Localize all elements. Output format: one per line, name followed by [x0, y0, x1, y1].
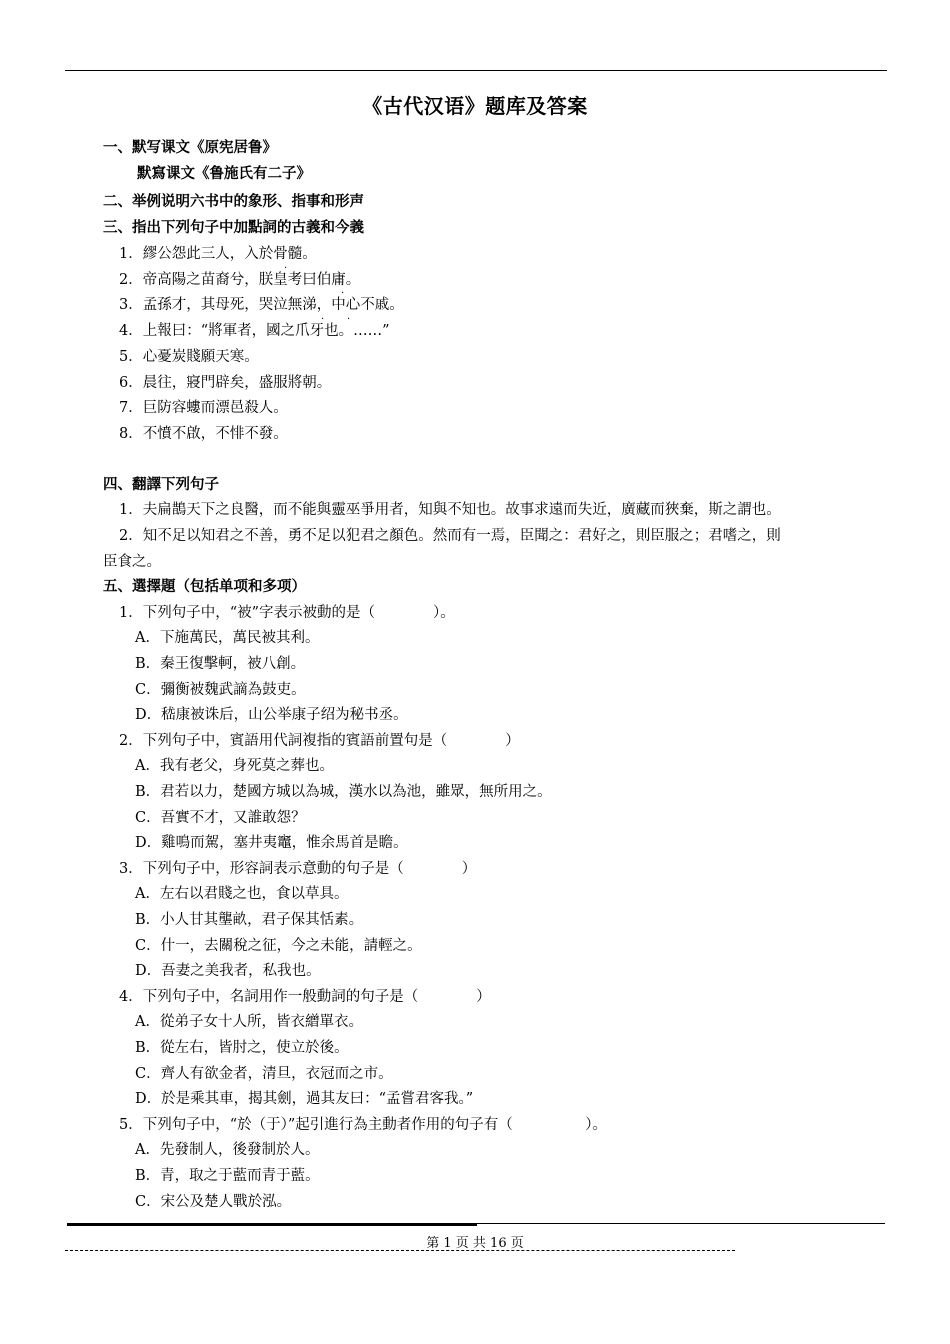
footer-rule-thin [477, 1223, 885, 1224]
question-2: 2．下列句子中，賓語用代詞複指的賓語前置句是（ ） [119, 733, 520, 749]
emphasis-dot: · [341, 288, 345, 299]
option: D．雞鳴而駕，塞井夷竈，惟余馬首是瞻。 [135, 835, 408, 851]
page-title: 《古代汉语》题库及答案 [362, 94, 588, 118]
option: C．宋公及楚人戰於泓。 [135, 1194, 292, 1210]
list-item: 4．上報曰：“將軍者，國之爪牙也。……” [119, 323, 390, 339]
footer-dashed-line [65, 1250, 735, 1251]
list-item: 7．巨防容螻而漂邑殺人。 [119, 400, 288, 416]
option: A．下施萬民，萬民被其利。 [135, 630, 320, 646]
section-3-heading: 三、指出下列句子中加點詞的古義和今義 [103, 220, 364, 236]
question-1: 1．下列句子中，“被”字表示被動的是（ ）。 [119, 605, 455, 621]
list-item: 2．知不足以知君之不善，勇不足以犯君之顏色。然而有一焉，臣聞之：君好之，則臣服之；君嗜之，則 [119, 528, 781, 544]
option: D．於是乘其車，揭其劍，過其友曰：“孟嘗君客我。” [135, 1091, 474, 1107]
section-2-heading: 二、举例说明六书中的象形、指事和形声 [103, 194, 364, 210]
option: C．吾實不才，又誰敢怨？ [135, 810, 306, 826]
list-item: 1．繆公怨此三人，入於骨髓。 [119, 246, 317, 262]
option: A．我有老父，身死莫之葬也。 [135, 758, 334, 774]
list-item: 1．夫扁鵲天下之良醫，而不能與靈巫爭用者，知與不知也。故事求遠而失近，廣藏而狹棄，斯之謂也。 [119, 502, 781, 518]
question-3: 3．下列句子中，形容詞表示意動的句子是（ ） [119, 861, 477, 877]
list-item: 6．晨往，寢門辟矣，盛服將朝。 [119, 375, 332, 391]
emphasis-dot: · [284, 263, 288, 274]
footer-rule-thick [67, 1223, 477, 1226]
list-item: 5．心憂炭賤願天寒。 [119, 349, 259, 365]
page-number: 第 1 页 共 16 页 [426, 1236, 524, 1251]
header-rule [65, 70, 887, 71]
list-item: 2．帝高陽之苗裔兮，朕皇考曰伯庸。 [119, 272, 361, 288]
section-1-subheading: 默寫课文《鲁施氏有二子》 [137, 166, 311, 182]
option: D．嵇康被诛后，山公举康子绍为秘书丞。 [135, 707, 408, 723]
option: A．先發制人，後發制於人。 [135, 1142, 320, 1158]
option: B．君若以力，楚國方城以為城，漢水以為池，雖眾，無所用之。 [135, 784, 552, 800]
emphasis-dot: · [321, 314, 325, 325]
option: A．從弟子女十人所，皆衣繒單衣。 [135, 1014, 363, 1030]
question-4: 4．下列句子中，名詞用作一般動詞的句子是（ ） [119, 989, 491, 1005]
option: C．齊人有欲金者，清旦，衣冠而之市。 [135, 1066, 393, 1082]
question-5: 5．下列句子中，“於（于）”起引進行為主動者作用的句子有（ ）。 [119, 1117, 608, 1133]
emphasis-dot: · [347, 314, 351, 325]
list-item-continuation: 臣食之。 [103, 554, 161, 570]
option: D．吾妻之美我者，私我也。 [135, 963, 321, 979]
section-1-heading: 一、默写课文《原宪居鲁》 [103, 140, 277, 156]
option: A．左右以君賤之也，食以草具。 [135, 886, 349, 902]
section-4-heading: 四、翻譯下列句子 [103, 477, 219, 493]
option: C．什一，去關稅之征，今之未能，請輕之。 [135, 938, 422, 954]
section-5-heading: 五、選擇題（包括单项和多项） [103, 579, 306, 595]
option: B．從左右，皆肘之，使立於後。 [135, 1040, 349, 1056]
option: C．彌衡被魏武謫為鼓吏。 [135, 682, 306, 698]
list-item: 8．不憤不啟，不悱不發。 [119, 426, 288, 442]
list-item: 3．孟孫才，其母死，哭泣無涕，中心不戚。 [119, 297, 404, 313]
option: B．青，取之于藍而青于藍。 [135, 1168, 320, 1184]
option: B．秦王復擊軻，被八創。 [135, 656, 306, 672]
option: B．小人甘其壟畝，君子保其恬素。 [135, 912, 364, 928]
